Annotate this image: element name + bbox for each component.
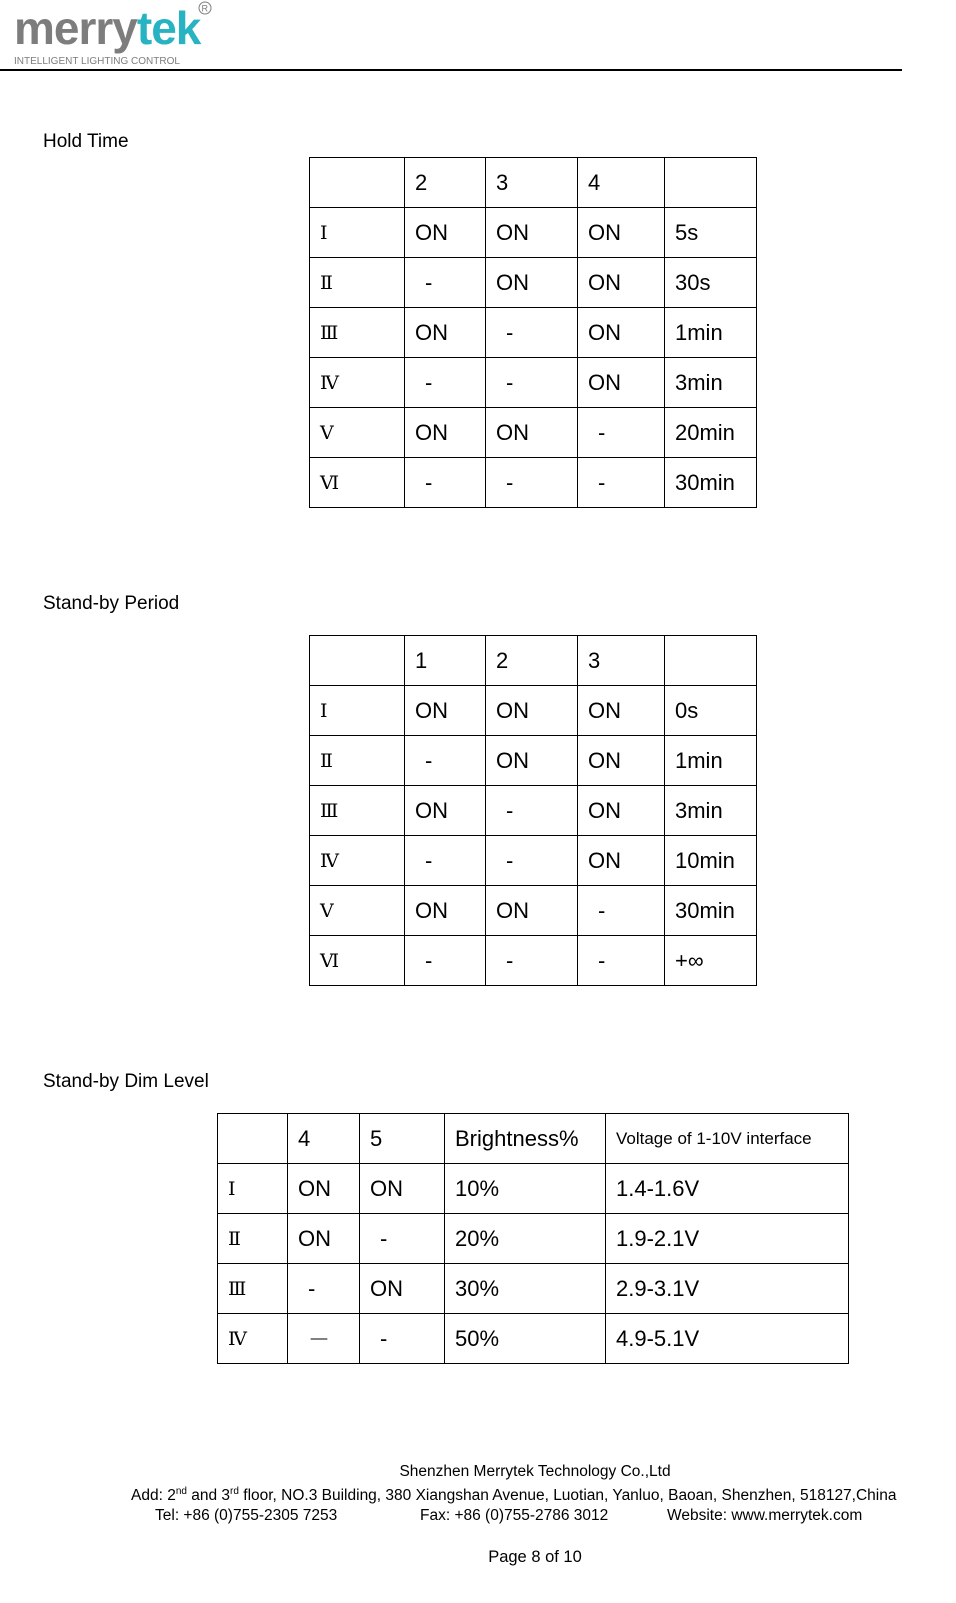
row-label-cell: Ⅲ: [310, 308, 405, 358]
table-cell: ON: [578, 308, 665, 358]
table-cell: ON: [578, 836, 665, 886]
logo-tagline: INTELLIGENT LIGHTING CONTROL: [14, 56, 180, 67]
table-row: [310, 208, 757, 258]
hold-time-title: Hold Time: [43, 131, 129, 152]
table-cell: 20%: [445, 1214, 606, 1264]
table-cell: -: [405, 258, 486, 308]
table-cell: -: [405, 936, 486, 986]
table-cell: 30min: [665, 458, 757, 508]
table-cell: -: [486, 786, 578, 836]
table-cell: ON: [578, 786, 665, 836]
page-number: Page 8 of 10: [488, 1548, 582, 1566]
header-cell: Voltage of 1-10V interface: [606, 1114, 849, 1164]
table-cell: 1.4-1.6V: [606, 1164, 849, 1214]
table-cell: ON: [405, 408, 486, 458]
header-cell: Brightness%: [445, 1114, 606, 1164]
table-cell: -: [578, 936, 665, 986]
address-sup: nd: [175, 1486, 187, 1497]
table-cell: 30%: [445, 1264, 606, 1314]
table-row: [310, 308, 757, 358]
table-cell: ON: [578, 736, 665, 786]
table-cell: ON: [486, 208, 578, 258]
table-row: [310, 936, 757, 986]
row-label-cell: Ⅳ: [310, 358, 405, 408]
table-cell: 3min: [665, 786, 757, 836]
table-cell: -: [578, 458, 665, 508]
table-cell: －: [288, 1314, 360, 1364]
table-cell: ON: [486, 736, 578, 786]
header-cell: [218, 1114, 288, 1164]
table-row: [218, 1314, 849, 1364]
footer-tel: Tel: +86 (0)755-2305 7253: [155, 1507, 338, 1524]
row-label-cell: Ⅰ: [310, 686, 405, 736]
table-cell: ON: [288, 1164, 360, 1214]
table-header-row: [310, 636, 757, 686]
row-label-cell: Ⅴ: [310, 408, 405, 458]
address-part: Add: 2: [131, 1487, 176, 1504]
table-cell: -: [486, 458, 578, 508]
table-row: [310, 358, 757, 408]
row-label-cell: Ⅰ: [218, 1164, 288, 1214]
table-cell: 10min: [665, 836, 757, 886]
table-row: [218, 1264, 849, 1314]
table-cell: ON: [360, 1264, 445, 1314]
header-cell: [665, 636, 757, 686]
header-cell: 4: [288, 1114, 360, 1164]
table-cell: 1min: [665, 308, 757, 358]
table-cell: -: [405, 736, 486, 786]
table-cell: -: [578, 408, 665, 458]
table-cell: -: [486, 836, 578, 886]
table-cell: -: [486, 936, 578, 986]
table-cell: 20min: [665, 408, 757, 458]
hold-time-table: [309, 157, 757, 508]
header-cell: 5: [360, 1114, 445, 1164]
table-cell: ON: [578, 358, 665, 408]
header-cell: 2: [486, 636, 578, 686]
row-label-cell: Ⅳ: [218, 1314, 288, 1364]
table-cell: ON: [578, 258, 665, 308]
standby-period-table: [309, 635, 757, 986]
table-cell: 0s: [665, 686, 757, 736]
footer-address: [131, 1487, 951, 1505]
table-cell: ON: [288, 1214, 360, 1264]
table-cell: 5s: [665, 208, 757, 258]
table-cell: +∞: [665, 936, 757, 986]
table-cell: -: [405, 358, 486, 408]
table-cell: ON: [405, 208, 486, 258]
row-label-cell: Ⅲ: [310, 786, 405, 836]
table-cell: 4.9-5.1V: [606, 1314, 849, 1364]
table-cell: 30s: [665, 258, 757, 308]
table-row: [310, 886, 757, 936]
table-header-row: [218, 1114, 849, 1164]
merrytek-logo: [12, 0, 222, 70]
table-cell: -: [405, 458, 486, 508]
standby-dim-table: [217, 1113, 849, 1364]
row-label-cell: Ⅵ: [310, 936, 405, 986]
table-cell: 1.9-2.1V: [606, 1214, 849, 1264]
footer-company: Shenzhen Merrytek Technology Co.,Ltd: [399, 1463, 671, 1480]
row-label-cell: Ⅴ: [310, 886, 405, 936]
address-part: and 3: [186, 1487, 231, 1504]
table-cell: -: [486, 358, 578, 408]
table-cell: 2.9-3.1V: [606, 1264, 849, 1314]
table-row: [218, 1214, 849, 1264]
row-label-cell: Ⅱ: [218, 1214, 288, 1264]
header-cell: 4: [578, 158, 665, 208]
table-cell: -: [360, 1214, 445, 1264]
row-label-cell: Ⅱ: [310, 736, 405, 786]
table-cell: 10%: [445, 1164, 606, 1214]
table-cell: -: [405, 836, 486, 886]
logo-text: merrytek: [14, 2, 201, 54]
table-cell: ON: [405, 686, 486, 736]
registered-mark: R: [201, 3, 208, 14]
table-row: [310, 258, 757, 308]
header-cell: 1: [405, 636, 486, 686]
header-cell: 3: [486, 158, 578, 208]
table-cell: ON: [486, 886, 578, 936]
table-row: [310, 686, 757, 736]
header-cell: 3: [578, 636, 665, 686]
table-row: [310, 458, 757, 508]
table-cell: ON: [405, 886, 486, 936]
table-cell: 3min: [665, 358, 757, 408]
table-row: [310, 408, 757, 458]
standby-period-title: Stand-by Period: [43, 593, 180, 614]
footer-website: Website: www.merrytek.com: [667, 1507, 863, 1524]
table-cell: -: [486, 308, 578, 358]
table-cell: ON: [578, 208, 665, 258]
footer-fax: Fax: +86 (0)755-2786 3012: [420, 1507, 609, 1524]
standby-dim-title: Stand-by Dim Level: [43, 1071, 209, 1092]
row-label-cell: Ⅵ: [310, 458, 405, 508]
table-row: [218, 1164, 849, 1214]
header-cell: 2: [405, 158, 486, 208]
row-label-cell: Ⅲ: [218, 1264, 288, 1314]
address-part: floor, NO.3 Building, 380 Xiangshan Avenue, Luotian, Yanluo, Baoan, Shenzhen, 518127,China: [238, 1487, 897, 1504]
table-cell: 1min: [665, 736, 757, 786]
row-label-cell: Ⅱ: [310, 258, 405, 308]
row-label-cell: Ⅳ: [310, 836, 405, 886]
table-row: [310, 736, 757, 786]
table-cell: ON: [486, 686, 578, 736]
header-cell: [310, 158, 405, 208]
table-cell: ON: [486, 408, 578, 458]
table-cell: ON: [360, 1164, 445, 1214]
table-header-row: [310, 158, 757, 208]
table-cell: ON: [405, 786, 486, 836]
table-row: [310, 836, 757, 886]
row-label-cell: Ⅰ: [310, 208, 405, 258]
table-cell: 30min: [665, 886, 757, 936]
table-cell: ON: [486, 258, 578, 308]
table-cell: ON: [578, 686, 665, 736]
header-cell: [665, 158, 757, 208]
table-cell: -: [578, 886, 665, 936]
table-cell: ON: [405, 308, 486, 358]
header-cell: [310, 636, 405, 686]
table-cell: -: [360, 1314, 445, 1364]
table-cell: -: [288, 1264, 360, 1314]
table-cell: 50%: [445, 1314, 606, 1364]
address-sup: rd: [230, 1486, 239, 1497]
header-rule: [0, 69, 902, 71]
table-row: [310, 786, 757, 836]
